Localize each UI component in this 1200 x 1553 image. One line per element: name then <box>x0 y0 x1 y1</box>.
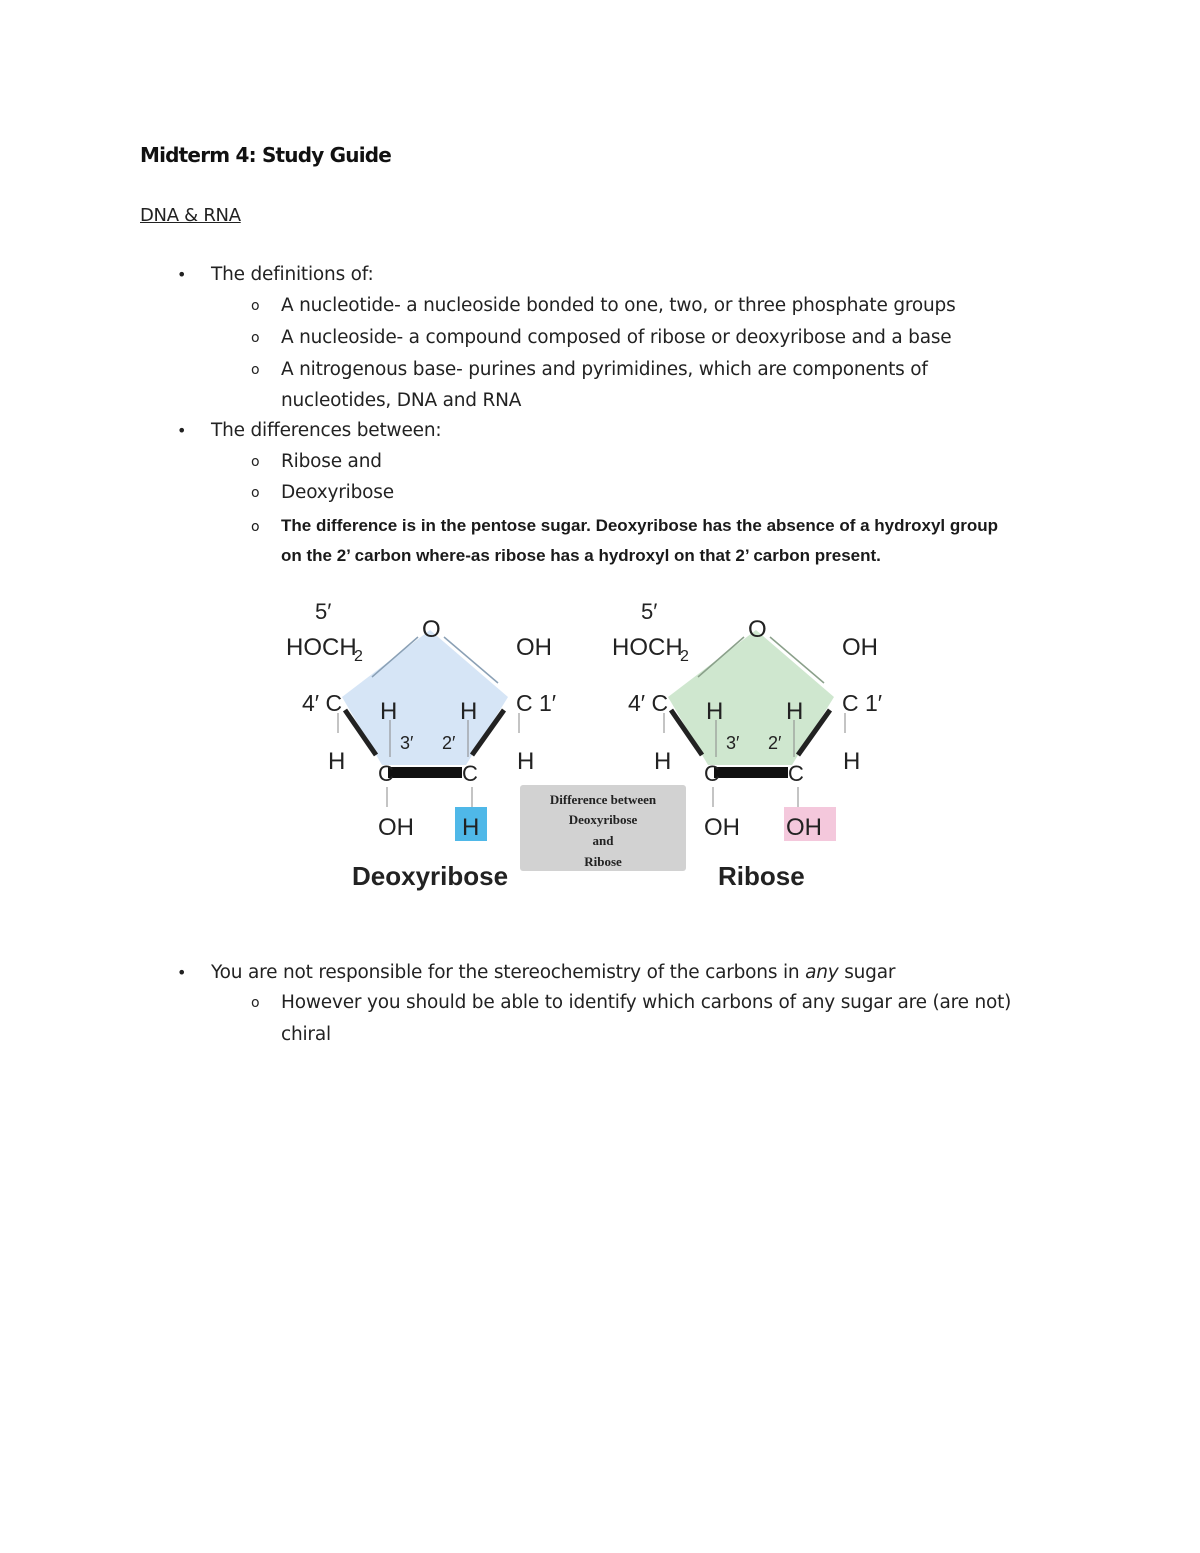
sub-text: A nitrogenous base- purines and pyrimidines, which are components of <box>281 359 928 380</box>
c3-label: C <box>378 761 394 786</box>
deoxy-h-label: H <box>462 814 480 841</box>
inner-h-left: H <box>380 698 398 725</box>
sub-mark: o <box>251 330 260 346</box>
sub-text: Ribose and <box>281 451 382 472</box>
sub-item <box>251 354 928 385</box>
inner-h-right: H <box>786 698 804 725</box>
sub-mark: o <box>251 454 260 470</box>
caption-line: Ribose <box>584 854 622 869</box>
sub-item <box>251 322 952 353</box>
sub-mark: o <box>251 362 260 378</box>
section-heading: DNA & RNA <box>140 205 241 226</box>
bold-bond <box>388 767 462 778</box>
document-title: Midterm 4: Study Guide <box>140 143 392 167</box>
c2-label: C <box>462 761 478 786</box>
oh-bottom-label: OH <box>378 814 414 841</box>
bullet-text: You are not responsible for the stereochemistry of the carbons in <box>211 962 806 983</box>
ring-oxygen: O <box>422 616 441 643</box>
ribose-oh-label: OH <box>786 814 822 841</box>
sub-text: on the 2’ carbon where-as ribose has a hydroxyl on that 2’ carbon present. <box>281 546 881 565</box>
five-prime-label: 5′ <box>315 599 332 624</box>
oh-top-label: OH <box>516 634 552 661</box>
c4-label: 4′ C <box>628 690 669 716</box>
two-prime-label: 2′ <box>768 733 782 753</box>
hoch-label: HOCH <box>286 634 357 661</box>
sub-text: nucleotides, DNA and RNA <box>281 390 522 411</box>
sub-mark: o <box>251 298 260 314</box>
bullet-text: The differences between: <box>211 420 442 441</box>
c4-label: 4′ C <box>302 690 343 716</box>
h-right-label: H <box>843 748 861 775</box>
sub-mark: o <box>251 995 260 1011</box>
bullet-text: The definitions of: <box>211 264 374 285</box>
sub-text: A nucleotide- a nucleoside bonded to one, two, or three phosphate groups <box>281 295 956 316</box>
deoxyribose-name: Deoxyribose <box>352 861 509 891</box>
c1-label: C 1′ <box>842 690 883 716</box>
bullet-text: sugar <box>838 962 896 983</box>
caption-line: Deoxyribose <box>568 812 638 827</box>
bullet-item <box>177 259 374 290</box>
two-prime-label: 2′ <box>442 733 456 753</box>
sub-item-continuation <box>281 1019 331 1050</box>
h-left-label: H <box>328 748 346 775</box>
oh-top-label: OH <box>842 634 878 661</box>
caption-line: and <box>592 833 614 848</box>
hoch-label: HOCH <box>612 634 683 661</box>
h-right-label: H <box>517 748 535 775</box>
sub-item <box>251 511 999 541</box>
sub-item-continuation <box>281 541 881 571</box>
sub-item <box>251 477 394 508</box>
three-prime-label: 3′ <box>726 733 740 753</box>
sub-item <box>251 446 382 477</box>
c1-label: C 1′ <box>516 690 557 716</box>
c2-label: C <box>788 761 804 786</box>
bullet-item <box>177 415 442 446</box>
sugar-comparison-figure <box>270 585 900 905</box>
sub-text: A nucleoside- a compound composed of ribose or deoxyribose and a base <box>281 327 952 348</box>
h-left-label: H <box>654 748 672 775</box>
three-prime-label: 3′ <box>400 733 414 753</box>
five-prime-label: 5′ <box>641 599 658 624</box>
oh-bottom-label: OH <box>704 814 740 841</box>
sub-item <box>251 987 1012 1018</box>
subscript-2: 2 <box>680 648 689 665</box>
sub-text: However you should be able to identify which carbons of any sugar are (are not) <box>281 992 1012 1013</box>
sub-item-continuation <box>281 385 521 416</box>
subscript-2: 2 <box>354 648 363 665</box>
inner-h-right: H <box>460 698 478 725</box>
c3-label: C <box>704 761 720 786</box>
sub-mark: o <box>251 485 260 501</box>
inner-h-left: H <box>706 698 724 725</box>
bullet-emphasis: any <box>805 962 839 983</box>
bullet-item <box>177 957 896 988</box>
sub-text: Deoxyribose <box>281 482 394 503</box>
ring-oxygen: O <box>748 616 767 643</box>
ribose-name: Ribose <box>718 861 805 891</box>
sub-item <box>251 290 956 321</box>
sub-text: chiral <box>281 1024 331 1045</box>
sub-text: The difference is in the pentose sugar. Deoxyribose has the absence of a hydroxyl group <box>281 516 999 535</box>
caption-line: Difference between <box>549 792 657 807</box>
bold-bond <box>714 767 788 778</box>
sub-mark: o <box>251 519 260 535</box>
bullet-mark: • <box>177 421 187 440</box>
bullet-mark: • <box>177 963 187 982</box>
bullet-mark: • <box>177 265 187 284</box>
